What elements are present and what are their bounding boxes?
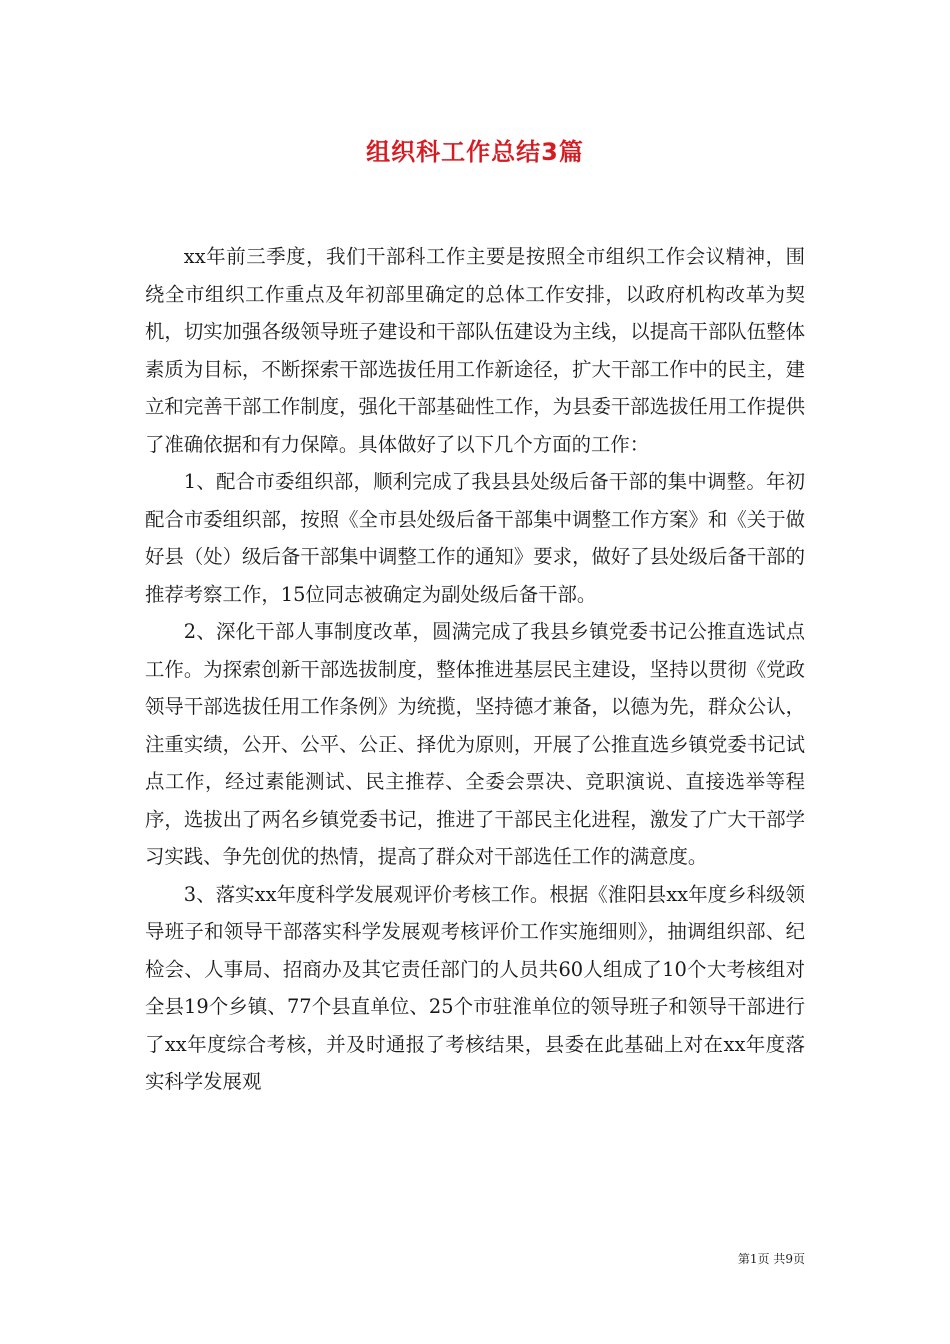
document-body xyxy=(145,238,805,1101)
paragraph-item-1: 1、配合市委组织部，顺利完成了我县县处级后备干部的集中调整。年初配合市委组织部，按照《全市县处级后备干部集中调整工作方案》和《关于做好县（处）级后备干部集中调整工作的通知》要求，做好了县处级后备干部的推荐考察工作，15位同志被确定为副处级后备干部。 xyxy=(145,470,805,606)
paragraph-item-3: 3、落实xx年度科学发展观评价考核工作。根据《淮阳县xx年度乡科级领导班子和领导干部落实科学发展观考核评价工作实施细则》，抽调组织部、纪检会、人事局、招商办及其它责任部门的人员共60人组成了10个大考核组对全县19个乡镇、77个县直单位、25个市驻淮单位的领导班子和领导干部进行了xx年度综合考核，并及时通报了考核结果，县委在此基础上对在xx年度落实科学发展观 xyxy=(145,882,805,1093)
page-number: 第1页 共9页 xyxy=(737,1252,805,1266)
document-title: 组织科工作总结3篇 xyxy=(366,138,584,166)
intro-paragraph: xx年前三季度，我们干部科工作主要是按照全市组织工作会议精神，围绕全市组织工作重点及年初部里确定的总体工作安排，以政府机构改革为契机，切实加强各级领导班子建设和干部队伍建设为主线，以提高干部队伍整体素质为目标，不断探索干部选拔任用工作新途径，扩大干部工作中的民主，建立和完善干部工作制度，强化干部基础性工作，为县委干部选拔任用工作提供了准确依据和有力保障。具体做好了以下几个方面的工作： xyxy=(145,245,805,456)
paragraph-item-2: 2、深化干部人事制度改革，圆满完成了我县乡镇党委书记公推直选试点工作。为探索创新干部选拔制度，整体推进基层民主建设，坚持以贯彻《党政领导干部选拔任用工作条例》为统揽，坚持德才兼备，以德为先，群众公认，注重实绩，公开、公平、公正、择优为原则，开展了公推直选乡镇党委书记试点工作，经过素能测试、民主推荐、全委会票决、竞职演说、直接选举等程序，选拔出了两名乡镇党委书记，推进了干部民主化进程，激发了广大干部学习实践、争先创优的热情，提高了群众对干部选任工作的满意度。 xyxy=(145,620,805,868)
